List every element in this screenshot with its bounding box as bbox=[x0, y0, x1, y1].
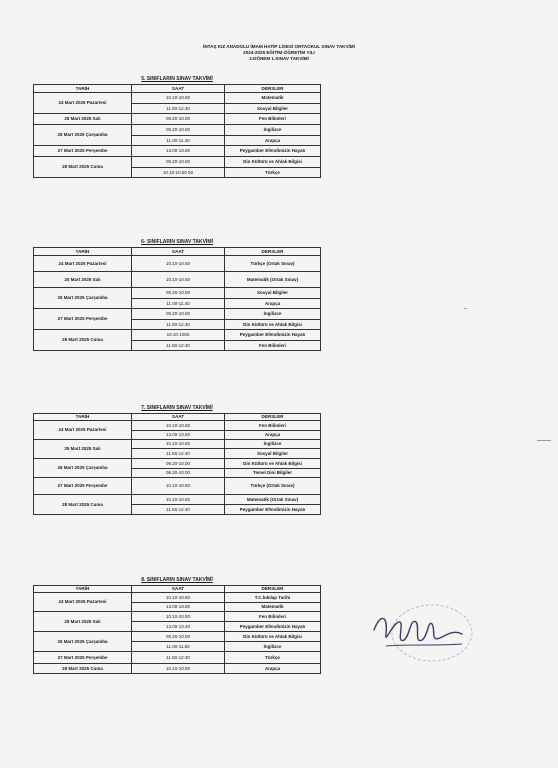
column-header: DERSLER bbox=[225, 84, 321, 92]
exam-subject: Peygamber Efendimizin Hayatı bbox=[225, 621, 321, 631]
column-header: SAAT bbox=[132, 585, 225, 592]
exam-time: 09.20-10.00 bbox=[132, 287, 225, 298]
exam-time: 13.00-13.50 bbox=[132, 602, 225, 611]
exam-subject: Sosyal Bilgiler bbox=[225, 287, 321, 298]
exam-date: 25 Mart 2025 Salı bbox=[34, 113, 132, 124]
school-title: İNTAŞ KIZ ANADOLU İMAM HATİP LİSESİ ORTAOKUL SINAV TAKVİMİ bbox=[203, 44, 355, 49]
exam-table-7-grade bbox=[33, 404, 321, 515]
table-row bbox=[34, 611, 321, 621]
column-header: SAAT bbox=[132, 84, 225, 92]
exam-subject: Arapça bbox=[225, 663, 321, 673]
exam-date: 26 Mart 2025 Çarşamba bbox=[34, 287, 132, 308]
table-row bbox=[34, 145, 321, 156]
exam-time: 10.10-10.50 bbox=[132, 611, 225, 621]
exam-time: 11.00-11.40 bbox=[132, 135, 225, 145]
exam-time: 13.00-13.50 bbox=[132, 145, 225, 156]
table-row bbox=[34, 592, 321, 602]
exam-table-8-grade bbox=[33, 576, 321, 674]
table-row bbox=[34, 271, 321, 287]
exam-subject: Matematik (Ortak Sınav) bbox=[225, 494, 321, 504]
exam-term: 2.DÖNEM 1.SINAV TAKVİMİ bbox=[249, 56, 309, 62]
table-title: 6- SINIFLARIN SINAV TAKVİMİ bbox=[34, 238, 321, 247]
exam-subject: Din Kültürü ve Ahlak Bilgisi bbox=[225, 458, 321, 468]
exam-date: 25 Mart 2025 Salı bbox=[34, 611, 132, 631]
exam-time: 09.20-10.00 bbox=[132, 113, 225, 124]
table-title: 7. SINIFLARIN SINAV TAKVİMİ bbox=[34, 404, 321, 413]
scan-mark bbox=[537, 440, 551, 441]
column-header: SAAT bbox=[132, 247, 225, 255]
exam-subject: İngilizce bbox=[225, 308, 321, 319]
table-title: 5. SINIFLARIN SINAV TAKVİMİ bbox=[34, 75, 321, 84]
exam-subject: Matematik (Ortak Sınav) bbox=[225, 271, 321, 287]
exam-time: 09.20-10.00 bbox=[132, 124, 225, 135]
exam-date: 26 Mart 2025 Çarşamba bbox=[34, 631, 132, 651]
exam-time: 10.10-1050 bbox=[132, 329, 225, 340]
column-header: DERSLER bbox=[225, 413, 321, 420]
table-row bbox=[34, 113, 321, 124]
signature-stamp bbox=[366, 600, 474, 666]
exam-subject: Fen Bilimleri bbox=[225, 420, 321, 430]
table-row bbox=[34, 439, 321, 448]
table-row bbox=[34, 631, 321, 641]
exam-time: 11.50-12.30 bbox=[132, 651, 225, 663]
exam-subject: Temel Dini Bilgiler bbox=[225, 468, 321, 477]
exam-subject: Arapça bbox=[225, 135, 321, 145]
exam-subject: Din Kültürü ve Ahlak Bilgisi bbox=[225, 631, 321, 641]
exam-subject: Türkçe (Ortak Sınav) bbox=[225, 477, 321, 494]
table-row bbox=[34, 255, 321, 271]
exam-time: 11.50-12.30 bbox=[132, 340, 225, 350]
exam-date: 28 Mart 2025 Cuma bbox=[34, 156, 132, 177]
exam-time: 13.00-13.40 bbox=[132, 621, 225, 631]
table-row bbox=[34, 420, 321, 430]
exam-time: 09.20-10.00 bbox=[132, 458, 225, 468]
exam-subject: T.C.İnkılap Tarihi bbox=[225, 592, 321, 602]
table-row bbox=[34, 287, 321, 298]
exam-subject: Peygamber Efendimizin Hayatı bbox=[225, 504, 321, 514]
exam-subject: Türkçe bbox=[225, 651, 321, 663]
column-header: TARİH bbox=[34, 84, 132, 92]
exam-subject: Türkçe bbox=[225, 167, 321, 177]
column-header: TARİH bbox=[34, 247, 132, 255]
column-header: DERSLER bbox=[225, 585, 321, 592]
exam-time: 11.50-12.30 bbox=[132, 504, 225, 514]
exam-time: 10.10-10.50 bbox=[132, 477, 225, 494]
table-row bbox=[34, 156, 321, 167]
exam-time: 09.20-10.00 bbox=[132, 308, 225, 319]
exam-subject: İngilizce bbox=[225, 439, 321, 448]
exam-time: 09.20-10.00 bbox=[132, 468, 225, 477]
exam-time: 10.10-10.50 bbox=[132, 494, 225, 504]
exam-table-5-grade bbox=[33, 75, 321, 178]
exam-time: 11.50-12.30 bbox=[132, 448, 225, 458]
exam-time: 09.20-10.00 bbox=[132, 631, 225, 641]
table-row bbox=[34, 329, 321, 340]
exam-subject: Türkçe (Ortak Sınav) bbox=[225, 255, 321, 271]
exam-subject: Sosyal Bilgiler bbox=[225, 103, 321, 113]
column-header: DERSLER bbox=[225, 247, 321, 255]
exam-date: 28 Mart 2025 Cuma bbox=[34, 494, 132, 514]
exam-time: 10.10-10.50 50 bbox=[132, 167, 225, 177]
exam-subject: Matematik bbox=[225, 92, 321, 103]
exam-subject: Fen Bilimleri bbox=[225, 340, 321, 350]
exam-time: 10.10-10.50 bbox=[132, 439, 225, 448]
table-row bbox=[34, 494, 321, 504]
academic-year: 2024-2025 EĞİTİM-ÖĞRETİM YILI bbox=[243, 50, 315, 56]
exam-time: 13.00-13.50 bbox=[132, 430, 225, 439]
scan-mark bbox=[464, 308, 467, 309]
exam-subject: Fen Bilimleri bbox=[225, 113, 321, 124]
exam-time: 10.10-10.50 bbox=[132, 420, 225, 430]
table-row bbox=[34, 308, 321, 319]
exam-date: 28 Mart 2025 Cuma bbox=[34, 663, 132, 673]
exam-date: 25 Mart 2025 Salı bbox=[34, 439, 132, 458]
table-title: 8. SINIFLARIN SINAV TAKVİMİ bbox=[34, 576, 321, 585]
exam-date: 26 Mart 2025 Çarşamba bbox=[34, 124, 132, 145]
exam-subject: Din Kültürü ve Ahlak Bilgisi bbox=[225, 319, 321, 329]
exam-time: 09.20-10.00 bbox=[132, 156, 225, 167]
exam-time: 11.00-11.40 bbox=[132, 298, 225, 308]
exam-date: 25 Mart 2025 Salı bbox=[34, 271, 132, 287]
document-header bbox=[0, 44, 558, 63]
table-row bbox=[34, 458, 321, 468]
table-row bbox=[34, 92, 321, 103]
exam-date: 24 Mart 2025 Pazartesi bbox=[34, 592, 132, 611]
table-row bbox=[34, 124, 321, 135]
exam-subject: Fen Bilimleri bbox=[225, 611, 321, 621]
exam-subject: Peygamber Efendimizin Hayatı bbox=[225, 145, 321, 156]
exam-date: 24 Mart 2025 Pazartesi bbox=[34, 255, 132, 271]
exam-time: 11.50-12.30 bbox=[132, 103, 225, 113]
column-header: SAAT bbox=[132, 413, 225, 420]
exam-date: 27 Mart 2025 Perşembe bbox=[34, 477, 132, 494]
exam-date: 24 Mart 2025 Pazartesi bbox=[34, 92, 132, 113]
exam-date: 27 Mart 2025 Perşembe bbox=[34, 308, 132, 329]
exam-subject: İngilizce bbox=[225, 124, 321, 135]
exam-subject: Din Kültürü ve Ahlak Bilgisi bbox=[225, 156, 321, 167]
exam-subject: Arapça bbox=[225, 298, 321, 308]
exam-date: 28 Mart 2025 Cuma bbox=[34, 329, 132, 350]
exam-time: 11.50-12.30 bbox=[132, 319, 225, 329]
column-header: TARİH bbox=[34, 585, 132, 592]
exam-time: 10.10-10.50 bbox=[132, 255, 225, 271]
table-row bbox=[34, 477, 321, 494]
exam-time: 10.10-10.50 bbox=[132, 271, 225, 287]
exam-subject: Peygamber Efendimizin Hayatı bbox=[225, 329, 321, 340]
exam-time: 10.10-10.50 bbox=[132, 592, 225, 602]
exam-subject: İngilizce bbox=[225, 641, 321, 651]
exam-time: 11.00-11.50 bbox=[132, 641, 225, 651]
column-header: TARİH bbox=[34, 413, 132, 420]
exam-time: 10.10-10.50 bbox=[132, 663, 225, 673]
exam-time: 10.10-10.50 bbox=[132, 92, 225, 103]
exam-subject: Sosyal Bilgiler bbox=[225, 448, 321, 458]
exam-table-6-grade bbox=[33, 238, 321, 351]
exam-subject: Matematik bbox=[225, 602, 321, 611]
exam-date: 27 Mart 2025 Perşembe bbox=[34, 145, 132, 156]
exam-date: 27 Mart 2025 Perşembe bbox=[34, 651, 132, 663]
exam-subject: Arapça bbox=[225, 430, 321, 439]
exam-date: 26 Mart 2025 Çarşamba bbox=[34, 458, 132, 477]
table-row bbox=[34, 651, 321, 663]
exam-date: 24 Mart 2025 Pazartesi bbox=[34, 420, 132, 439]
table-row bbox=[34, 663, 321, 673]
